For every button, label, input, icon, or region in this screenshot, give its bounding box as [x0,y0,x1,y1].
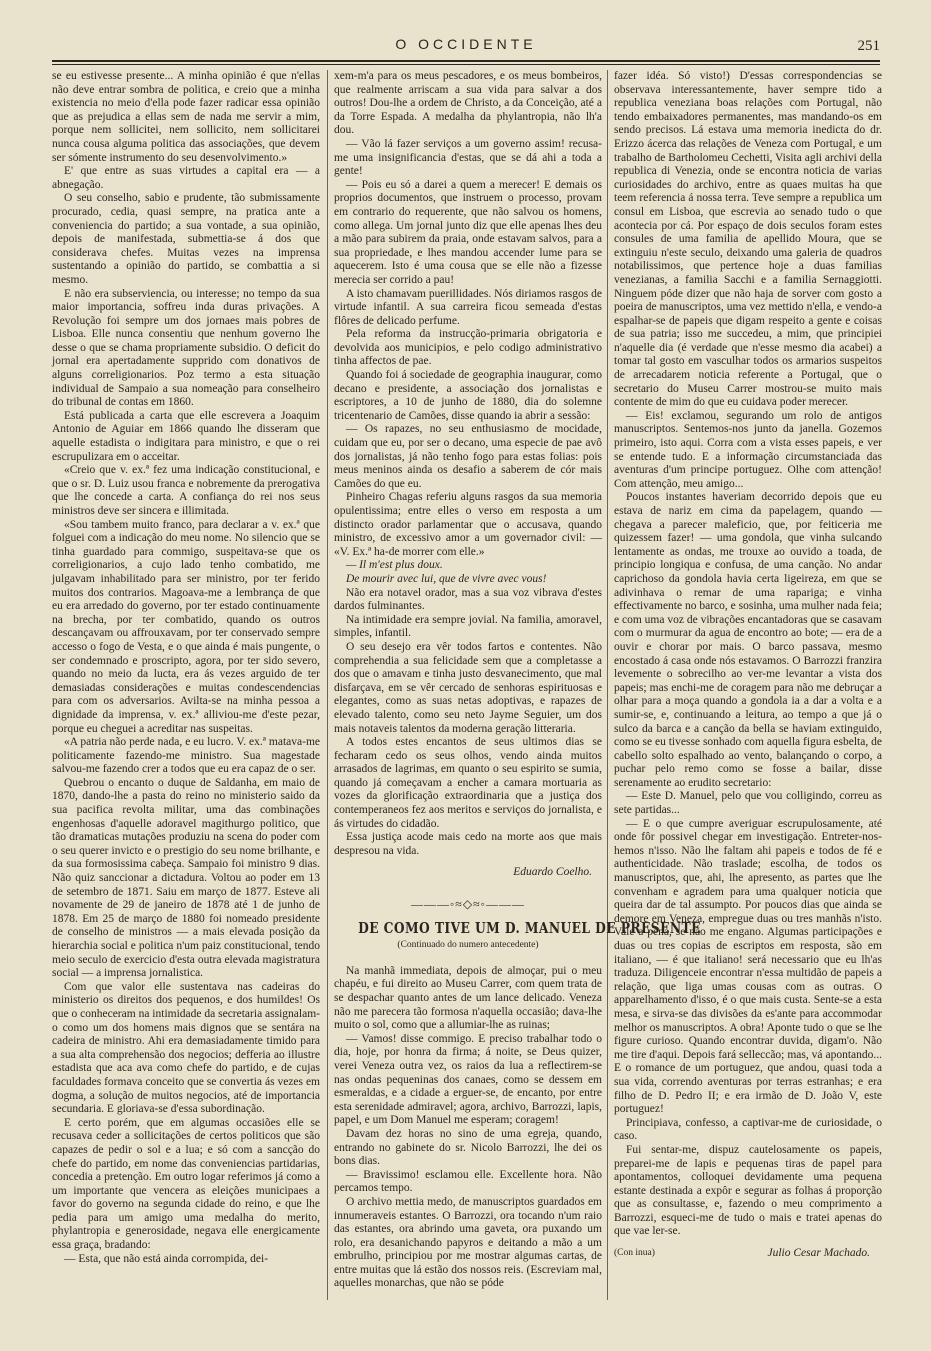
paragraph: Pela reforma da instrucção-primaria obrigatoria e devolvida aos municipios, e pelo codigo administrativo tinha affectos de pae. [334,328,602,368]
column-divider [327,70,328,1300]
paragraph: Quando foi á sociedade de geographia inaugurar, como decano e presidente, a associação dos jornalistas e escriptores, a 10 de junho de 1880, dia do solemne tricentenario de Camões, disse quando ia abrir a sessão: [334,369,602,422]
paragraph: A isto chamavam puerillidades. Nós diriamos rasgos de virtude infantil. A sua carreira ficou semeada d'estas flôres de delicado perfume. [334,287,602,327]
paragraph: — Pois eu só a darei a quem a merecer! E demais os proprios documentos, que instruem o processo, provam em contrario do requerente, que não salvou os homens, como allega. Um jornal junto diz que elle apenas lhes deu a mão para subirem da praia, onde estavam salvos, para a sua propriedade, e lhes mandou accender lume para se aquecerem. Isto é uma cousa que se elle não a fizesse merecia ser corrido a pau! [334,178,602,286]
paragraph: — Bravissimo! esclamou elle. Excellente hora. Não percamos tempo. [334,1168,602,1195]
paragraph: A todos estes encantos de seus ultimos dias se fecharam cedo os seus olhos, vendo ainda muitos arrasados de lagrimas, em quanto o seu espirito se sumia, quando já começavam a encher a camara mortuaria as vozes da glorificação extraordinaria que a justiça dos contemperaneos fez aos meritos e serviços do jornalista, e ás virtudes do cidadão. [334,736,602,830]
paragraph: Fui sentar-me, dispuz cautelosamente os papeis, preparei-me de lapis e pequenas tiras de papel para apontamentos, colloquei devidamente uma pequena estante destinada a expôr e segurar as folhas á proporção que as consultasse, e, fazendo o meu comprimento a Barrozzi, esqueci-me de tudo o mais e tratei apenas do que vae ler-se. [614,1143,882,1238]
quotation-line: — Il m'est plus doux. [346,559,443,572]
paragraph: — Os rapazes, no seu enthusiasmo de mocidade, cuidam que eu, por ser o decano, uma especie de pae avô dos jornalistas, já não tenho fogo para estas folias: pois meus meninos ainda os desafio a saberem de cór mais Camões do que eu. [334,423,602,490]
column-3 [614,70,882,1310]
paragraph: «A patria não perde nada, e eu lucro. V. ex.ª matava-me politicamente fazendo-me ministro. Sua magestade salvou-me fazendo crer a todos que eu era capaz de o ser. [52,736,320,776]
paragraph: «Creio que v. ex.ª fez uma indicação constitucional, e que o sr. D. Luiz usou franca e nobremente da prerogativa que lhe concede a carta. A confiança do rei nos seus ministros deve ser sincera e illimitada. [52,464,320,517]
paragraph: Não era notavel orador, mas a sua voz vibrava d'estes dardos fulminantes. [334,586,602,613]
paragraph: O archivo mettia medo, de manuscriptos guardados em innumeraveis estantes. O Barrozzi, ora tocando n'um raio das estantes, ora abrindo uma gaveta, ora puxando um rolo, era desanichando papyros e deitando a mão a um embrulho, principiou por me mostrar algumas cartas, de entre muitas que lá estão dos nossos reis. (Escreviam mal, aquelles monarchas, que não se póde [334,1195,602,1290]
paragraph: Na intimidade era sempre jovial. Na familia, amoravel, simples, infantil. [334,613,602,640]
article-footer [614,1247,882,1261]
paragraph: Está publicada a carta que elle escrevera a Joaquim Antonio de Aguiar em 1866 quando lhe disseram que aquelle estadista o indigitara para ministro, e que o rei escrupulizara em o acceitar. [52,409,320,463]
paragraph: — Eis! exclamou, segurando um rolo de antigos manuscriptos. Sentemos-nos junto da janella. Gozemos primeiro, isto aqui. Corra com a vista esses papeis, e ver se entende tudo. E a informação circumstanciada das aventuras d'um principe portuguez. Olhe com attenção! Com attenção, meu amigo... [614,409,882,490]
article-subtitle: (Continuado do numero antecedente) [397,940,539,951]
paragraph: se eu estivesse presente... A minha opinião é que n'ellas não deve entrar sombra de politica, e creio que a minha existencia no meio d'ella pode fazer radicar essa opinião que as prejudica a ellas sem de nada me servir a mim, porque nem sollicitei, nem sollicito, nem sollicitarei nunca cousa alguma politica das associações, que devem ser sómente instrumento do seu desenvolvimento.» [52,70,320,164]
paragraph: O seu desejo era vêr todos fartos e contentes. Não comprehendia a sua felicidade sem que a completasse a dos que o amavam e tinha justo desvanecimento, que mal disfarçava, em se vêr cercado de senhoras espirituosas e elegantes, como as suas netas adoptivas, e rapazes de elevado talento, como seu neto Jayme Seguier, um dos mais notaveis talentos da moderna geração litteraria. [334,640,602,735]
paragraph: — E o que cumpre averiguar escrupulosamente, até onde fôr possivel chegar em investigação. Entreter-nos-hemos n'isso. Não lhe faltam ahi papeis e todos de fé e authenticidade. Não traslade; escolha, de todos os manuscriptos, que, ahi, lhe apresento, as partes que lhe convenham e agradem para uma qualquer noticia que queira dar de tal assumpto. Por poucos dias que ainda se demore em Veneza, empregue duas ou tres manhãs n'isto. Vale a pena, se não me engano. Algumas participações e duas ou tres copias de escriptos em resposta, são em italiano, — é que italiano! será necessario que eu lh'as traduza. Diligenceie encontrar n'essa multidão de papeis a relação, que liga umas cousas com as outras. O apparelhamento d'isso, é o que mais custa. Sente-se a esta mesa, e sirva-se das divisões da es'ante para accommodar melhor os manuscriptos. A obra! Aponte tudo o que se lhe figure curioso. Quando encontrar duvida, digam'o. Não me tire d'aqui. Depois fará selleccão; mas, vá apontando... E o romance de um portuguez, que andou, quasi toda a sua vida, correndo aventuras por terras estranhas; e era filho de D. Pedro II; e era irmão de D. João V, este portuguez! [614,817,882,1116]
paragraph: — Esta, que não está ainda corrompida, dei- [64,1252,269,1265]
page-header [52,36,880,58]
column-1 [52,70,320,1310]
paragraph: Quebrou o encanto o duque de Saldanha, em maio de 1870, dando-lhe a pasta do reino no ministerio saido da sua pacifica revolta militar, uma das combinações engenhosas d'aquelle adoravel magithurgo politico, que tão dramaticas mutações produziu na scena do poder com o seu querer invicto e o prestigio do seu nome brilhante, e da sua formosissima cabeça. Sampaio foi ministro 9 dias. Não quiz sanccionar a dictadura. Voltou ao poder em 13 de setembro de 1871. Saiu em março de 1877. Esteve ali novamente de 29 de janeiro de 1878 até 1 de junho de 1878. Em 25 de março de 1880 foi nomeado presidente de conselho de ministros — a mais elevada posição da hierarchia social e politica n'um paiz constitucional, tendo meio seculo de exercicio d'esta outra elevada magistratura social — a imprensa jornalistica. [52,776,320,980]
header-rule-thin [52,64,880,65]
paragraph: E não era subserviencia, ou interesse; no tempo da sua maior importancia, soffreu inda duras privações. A Revolução foi sempre um dos jornaes mais pobres de Lisboa. Elle nunca consentiu que nenhum governo lhe desse o que se chama propriamente subsidio. O deficit do jornal era apertadamente supprido com donativos de alguns correligionarios. Poz termo a esta situação individual de Sampaio a sua nomeação para conselheiro do tribunal de contas em 1860. [52,287,320,409]
continues-note: (Con inua) [614,1248,655,1259]
header-rule-thick [52,60,880,62]
paragraph: O seu conselho, sabio e prudente, tão submissamente procurado, cedia, quasi sempre, na pratica ante a conveniencia do partido; a sua vontade, a sua opinião, depois de manifestada, submettia-se á dos que considerava chefes. Muitas vezes na imprensa sustentando a opinião do partido, se combattia a si mesmo. [52,192,320,286]
article-title: DE COMO TIVE UM D. MANUEL DE PRESENTE [358,918,701,937]
paragraph: Essa justiça acode mais cedo na morte aos que mais despresou na vida. [334,831,602,857]
paragraph: «Sou tambem muito franco, para declarar a v. ex.ª que folguei com a indicação do meu nome. No silencio que se tinha guardado para commigo, suspeitava-se que os correligionarios, a cujo lado tenho combatido, me julgavam inhabilitado para ser ministro, por ter ferido muitos dos contrarios. Magoava-me a lembrança de que eu era arredado do governo, por ter estado continuamente na brecha, por ter combatido, quando os outros descançavam ou affrouxavam, por ter conservado sempre accesso o fogo de Vesta, e o que ainda é mais pungente, o ser condemnado e proscripto, agora, por ter sido severo, quando no meio da lucta, era ás vezes arguido de ter demasiadas considerações e muitas condescendencias para com os adversarios. Avilta-se na minha pessoa a dignidade da imprensa, v. ex.ª alliviou-me d'este pezar, porque eu cheguei a acreditar nas suspeitas. [52,518,320,735]
paragraph: Principiava, confesso, a captivar-me de curiosidade, o caso. [614,1116,882,1143]
author-name: Julio Cesar Machado. [767,1247,870,1260]
paragraph: Poucos instantes haveriam decorrido depois que eu estava de nariz em cima da papelagem, quando — chegava a parecer maleficio, que, por feiticeria me quizessem fazer! — uma gondola, que vinha sulcando lentamente as ondas, me trouxe ao ouvido a toada, de principio longiqua e confusa, de uma canção. No andar caprichoso da gondola havia certa ligeireza, em que se adivinhava o remar de uma rapariga; e vinha effectivamente no barco, e sosinha, uma mulher nada feia; e com uma voz de vibrações encantadoras que se casavam com o murmurar da agua de encontro ao bote; — era de a ouvir e chorar por mais. O barco passava, mesmo encostado á casa onde nós estavamos. O Barrozzi franzira levemente o sobrecilho ao ver-me levantar a vista dos papeis; mas enchi-me de coragem para não me debruçar a olhar para a moça quando a gondola ia a dar a volta e a sumir-se, e, continuando a leitura, ao tempo a que já o sulco da barca e a canção da bella se haviam extinguido, como se eu tivesse sonhado com aquella figura esbelta, de cabello solto espalhado ao vento, balançando o corpo, a puchar pelo remo como se fosse a bailar, disse serenamente ao erudito secretario: [614,491,883,789]
paragraph: Com que valor elle sustentava nas cadeiras do ministerio os direitos dos pequenos, e dos humildes! Os que o conheceram na intimidade da secretaria assignalam-o como um dos homens mais dignos que se sentára na cadeira de ministro. Ahi era demasiadamente timido para a sua alta comprehensão dos negocios; defferia ao illustre estadista que aca ava como chefe do partido, e de cujas faculdades formava conceito que se convertia ás vezes em dogma, a solução de muitos negocios, até de importancia secundaria. E gloriava-se d'essa subordinação. [52,980,320,1116]
ornament-divider: ———◦≈◇≈◦——— [411,897,525,912]
page-number: 251 [857,38,880,54]
column-divider [607,70,608,1300]
paragraph: — Vão lá fazer serviços a um governo assim! recusa-me uma insignificancia d'estas, que se dá ahi a toda a gente! [334,137,602,178]
paragraph: Na manhã immediata, depois de almoçar, pui o meu chapéu, e fui direito ao Museu Carrer, com quem trata de se despachar quanto antes de um lance delicado. Veneza não me parecera tão formosa n'aquella occasião; dava-lhe muito o sol, como que a allumiar-lhe as ruinas; [334,964,602,1032]
quotation-line: De mourir avec lui, que de vivre avec vous! [346,572,547,585]
journal-title: O OCCIDENTE [395,36,537,52]
article-signature: Eduardo Coelho. [513,866,592,879]
paragraph: E certo porém, que em algumas occasiões elle se recusava ceder a sollicitações de certos politicos que são capazes de pedir o sol e a lua; e só com a sancção do chefe do partido, em nome das conveniencias partidarias, concedia a pretenção. Em outro logar referimos já como a um importante que vencera as eleições municipaes a favor do governo na segunda cidade do reino, e que lhe pedia para um amigo uma medalha do merito, phylantropia e generosidade, negava elle energicamente essa graça, bradando: [52,1116,320,1252]
paragraph: E' que entre as suas virtudes a capital era — a abnegação. [52,165,320,191]
paragraph: — Vamos! disse commigo. E preciso trabalhar todo o dia, hoje, por honra da firma; á noite, se Deus quizer, verei Veneza outra vez, os raios da lua a reflectirem-se nas ondas pequeninas dos canaes, como se dessem em esmeraldas, e a cidade a erguer-se, de encanto, por entre esta serenidade admiravel; agora, archivo, Barrozzi, lapis, papel, e um Dom Manuel me esperam; coragem! [334,1032,602,1127]
paragraph: Davam dez horas no sino de uma egreja, quando, entrando no gabinete do sr. Nicolo Barrozzi, lhe dei os bons dias. [334,1127,602,1168]
paragraph: xem-m'a para os meus pescadores, e os meus bombeiros, que realmente arriscam a sua vida para salvar a dos outros! Dou-lhe a ordem de Christo, a da Conceição, até a da Torre Espada. A medalha da phylantropia, não lh'a dou. [334,70,602,137]
paragraph: fazer idéa. Só visto!) D'essas correspondencias se observava interessantemente, haver sempre tido a republica veneziana boas relações com Portugal, não tendo embaixadores permanentes, mas mandando-os em sendo precisos. Lá estava uma memoria inedicta do dr. Erizzo ácerca das relações de Veneza com Portugal, e um trabalho de Bartholomeu Cechetti, Visita agli archivi della republica di Venezia, onde se encontra noticia de varias curiosidades do archivo, entre as quaes muitas ha que teem referencia á nossa terra. Teve sempre a republica um consul em Lisboa, que escrevia ao senado tudo o que acontecia por cá. Por espaço de dois seculos foram estes consules de uma familia de apellido Moura, que se extinguiu n'este seculo, deixando uma galeria de quadros notabilissimos, que pertence hoje a duas familias venezianas, a familia Sacchi e a familia Sernaggiotti. Ninguem póde dizer que não haja de sorver com gosto a poeira de manuscriptos, uma vez mettido n'ella, e vendo-a espalhar-se de papeis que digam respeito a gente e coisas de sua patria; isso me succedeu, a mim, que principiei n'aquelle dia (é verdade que n'esse mesmo dia acabei) a tomar tal gosto em vasculhar todos os armarios suspeitos de arrecadarem noticia referente a Portugal, que o secretario do Museu Carrer mostrou-se muito mais contente de mim do que eu cuidava poder merecer. [614,70,882,409]
paragraph: Pinheiro Chagas referiu alguns rasgos da sua memoria opulentissima; entre elles o verso em resposta a um distincto orador parlamentar que o accusava, quando ministro, de excessivo amor a um governador civil: — «V. Ex.ª ha-de morrer com elle.» [334,491,602,558]
paragraph: — Este D. Manuel, pelo que vou colligindo, correu as sete partidas... [614,790,882,817]
